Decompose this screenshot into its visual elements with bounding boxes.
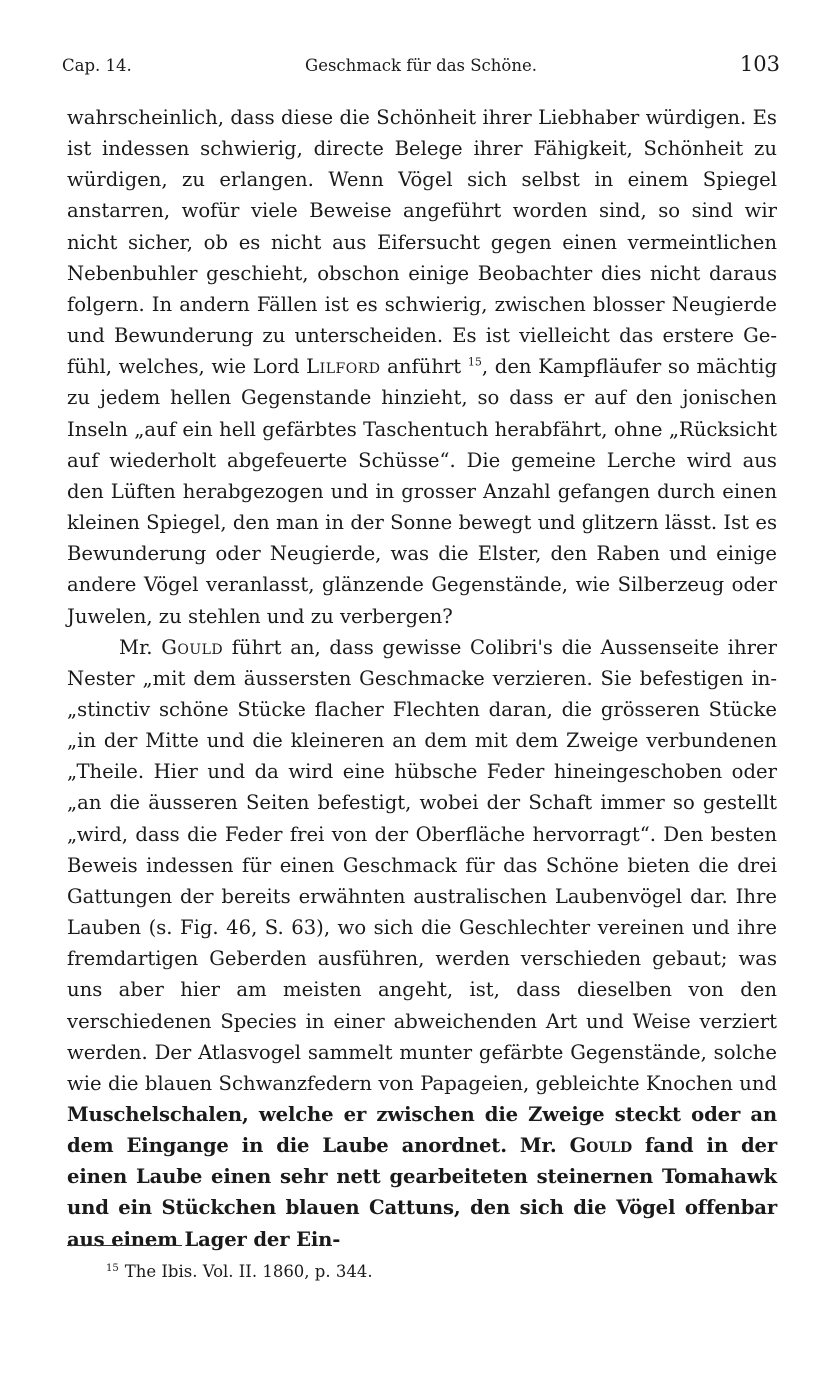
running-title: Geschmack für das Schöne.: [305, 56, 537, 75]
paragraph-1-text-a: wahrscheinlich, dass diese die Schönheit ihrer Liebhaber würdigen. Es ist indessen schwierig, directe Belege ihrer Fähigkeit, Schönheit zu würdigen, zu erlangen. Wenn Vögel sich selbst in einem Spiegel anstarren, wofür viele Beweise angeführt worden sind, so sind wir nicht sicher, ob es nicht aus Eifersucht gegen einen vermeintlichen Nebenbuhler geschieht, obschon einige Beobachter dies nicht daraus folgern. In andern Fällen ist es schwierig, zwischen blosser Neugierde und Bewunderung zu unterscheiden. Es ist vielleicht das erstere Gefühl, welches, wie Lord: [67, 106, 777, 379]
person-name-gould: Gould: [161, 635, 224, 659]
paragraph-2-text-a: Mr.: [119, 635, 162, 659]
running-header: [62, 52, 780, 82]
paragraph-2: [67, 632, 777, 1255]
person-name-gould-2: Gould: [569, 1134, 632, 1158]
footnote-separator: [67, 1245, 182, 1246]
paragraph-1: [67, 102, 777, 632]
footnote-number: 15: [106, 1262, 119, 1274]
footnote: [106, 1262, 373, 1281]
footnote-text: The Ibis. Vol. II. 1860, p. 344.: [124, 1262, 373, 1281]
paragraph-2-text-b: führt an, dass gewisse Colibri's die Aussenseite ihrer Nester „mit dem äussersten Geschmacke verzieren. Sie befestigen in„stinctiv schöne Stücke flacher Flechten daran, die grösseren Stücke „in der Mitte und die kleineren an dem mit dem Zweige verbundenen „Theile. Hier und da wird eine hübsche Feder hineingeschoben oder „an die äusseren Seiten befestigt, wobei der Schaft immer so gestellt „wird, dass die Feder frei von der Oberfläche hervorragt“. Den besten Beweis indessen für einen Geschmack für das Schöne bieten die drei Gattungen der bereits erwähnten australischen Laubenvögel dar. Ihre Lauben (s. Fig. 46, S. 63), wo sich die Geschlechter vereinen und ihre fremdartigen Geberden ausführen, werden verschieden gebaut; was uns aber hier am meisten angeht, ist, dass dieselben von den verschiedenen Species in einer abweichenden Art und Weise verziert werden. Der Atlasvogel sammelt munter gefärbte Gegenstände, solche wie die blauen Schwanzfedern von Papageien, gebleichte Knochen und: [67, 635, 778, 1095]
paragraph-1-text-c: , den Kampfläufer so mächtig zu jedem hellen Gegenstande hinzieht, so dass er auf den jonischen Inseln „auf ein hell gefärbtes Taschentuch herabfährt, ohne „Rücksicht auf wiederholt abgefeuerte Schüsse“. Die gemeine Lerche wird aus den Lüften herabgezogen und in grosser Anzahl gefangen durch einen kleinen Spiegel, den man in der Sonne bewegt und glitzern lässt. Ist es Bewunderung oder Neugierde, was die Elster, den Raben und einige andere Vögel veranlasst, glänzende Gegenstände, wie Silberzeug oder Juwelen, zu stehlen und zu verbergen?: [67, 355, 777, 628]
chapter-label: Cap. 14.: [62, 56, 132, 75]
paragraph-2-text-bold-b: fand in der einen Laube einen sehr nett gearbeiteten steinernen Tomahawk und ein Stückchen blauen Cattuns, den sich die Vögel offenbar aus einem Lager der Ein-: [67, 1134, 778, 1251]
body-text: [67, 102, 777, 1255]
page-number: 103: [739, 52, 780, 76]
paragraph-2-text-bold-a: Muschelschalen, welche er zwischen die Zweige steckt oder an dem Eingange in die Laube anordnet. Mr.: [67, 1103, 777, 1158]
person-name-lilford: Lilford: [306, 355, 381, 379]
paragraph-1-text-b: anführt: [380, 355, 468, 379]
footnote-reference: 15: [467, 355, 482, 369]
